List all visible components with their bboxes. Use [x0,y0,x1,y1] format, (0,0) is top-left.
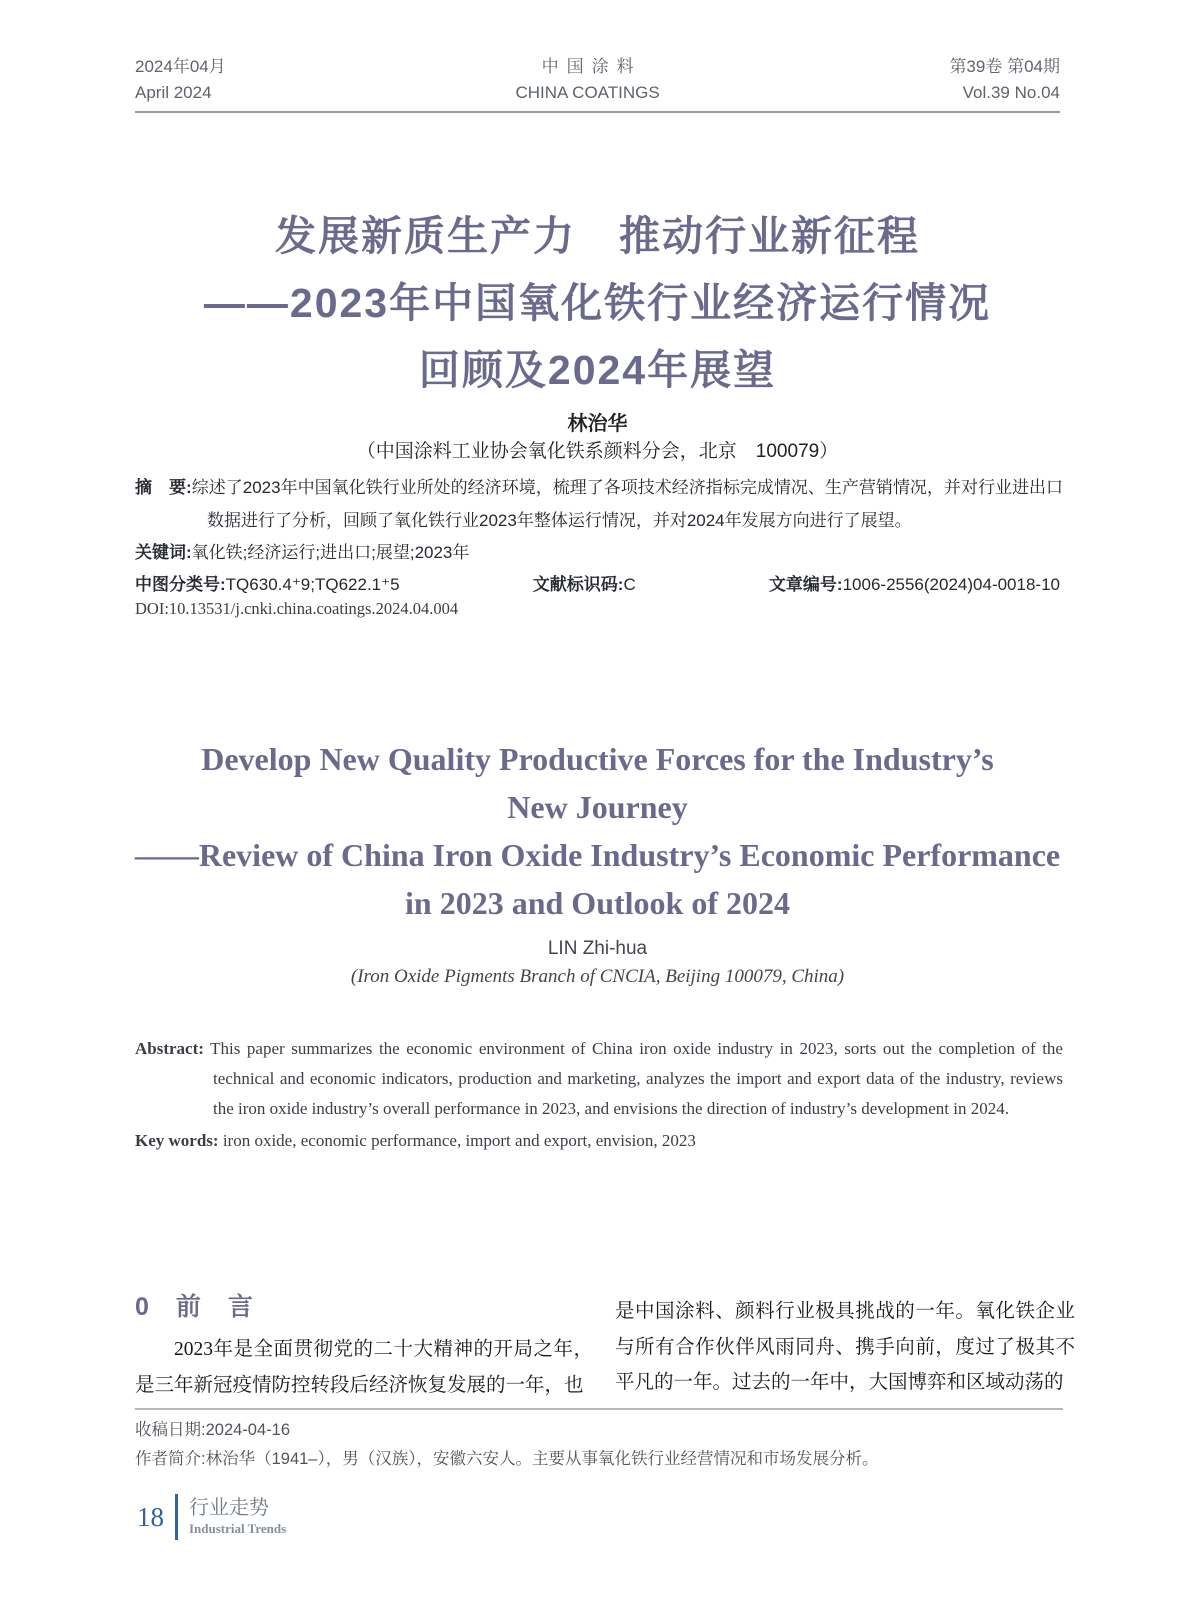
document-code [533,570,636,595]
author-bio-label: 作者简介: [135,1450,206,1468]
article-title-cn-line3: 回顾及2024年展望 [418,347,777,393]
author-affiliation-en: (Iron Oxide Pigments Branch of CNCIA, Beijing 100079, China) [350,966,845,987]
abstract-block-cn [135,472,1063,570]
footer-column-labels [189,1496,286,1538]
article-id [769,570,1060,595]
article-title-cn [110,203,1085,404]
issue-date-cn: 2024年04月 [135,57,226,76]
issue-date-en: April 2024 [135,83,212,102]
footnotes-block [135,1408,1063,1474]
article-id-value: 1006-2556(2024)04-0018-10 [842,575,1060,594]
abstract-label-en: Abstract: [135,1039,204,1058]
keywords-paragraph-cn [135,537,1063,570]
received-date-value: 2024-04-16 [205,1421,290,1439]
footer-divider-bar [175,1494,178,1540]
keywords-text-en: iron oxide, economic performance, import and export, envision, 2023 [222,1131,696,1150]
body-column-left [135,1290,593,1403]
masthead-journal-name [515,54,659,106]
keywords-label-cn: 关键词: [135,543,192,562]
masthead-date [135,54,226,106]
author-name-cn: 林治华 [567,413,628,435]
page-number: 18 [137,1501,164,1532]
footer-column-name-cn: 行业走势 [189,1497,269,1519]
body-paragraph-left: 2023年是全面贯彻党的二十大精神的开局之年，是三年新冠疫情防控转段后经济恢复发展的一年，也 [135,1339,593,1396]
author-affiliation-cn: （中国涂料工业协会氧化铁系颜料分会，北京 100079） [356,441,839,462]
abstract-paragraph-cn [135,472,1063,537]
doi-line: DOI:10.13531/j.cnki.china.coatings.2024.04.004 [135,599,459,618]
abstract-paragraph-en [135,1034,1063,1124]
keywords-text-cn: 氧化铁;经济运行;进出口;展望;2023年 [191,543,470,562]
clc-value: TQ630.4⁺9;TQ622.1⁺5 [225,575,400,594]
clc-number [135,570,400,595]
article-title-en [110,735,1085,927]
article-title-en-line1: Develop New Quality Productive Forces for the Industry’s [201,741,994,777]
page-footer [137,1494,286,1540]
abstract-block-en [135,1034,1063,1156]
received-date-label: 收稿日期: [135,1421,206,1439]
abstract-text-en: This paper summarizes the economic environment of China iron oxide industry in 2023, sorts out the completion of the technical and economic indicators, production and marketing, analyzes the import and export data of the industry, reviews the iron oxide industry’s overall performance in 2023, and envisions the direction of industry’s development in 2024. [210,1039,1063,1118]
journal-name-en: CHINA COATINGS [515,83,660,102]
clc-label: 中图分类号: [135,575,226,594]
article-title-en-line2: New Journey [507,789,688,825]
article-title-en-line3: ——Review of China Iron Oxide Industry’s Economic Performance [134,837,1061,873]
journal-masthead [135,54,1060,113]
article-title-en-line4: in 2023 and Outlook of 2024 [405,885,790,921]
abstract-text-cn: 综述了2023年中国氧化铁行业所处的经济环境，梳理了各项技术经济指标完成情况、生产营销情况，并对行业进出口数据进行了分析，回顾了氧化铁行业2023年整体运行情况，并对2024年发展方向进行了展望。 [191,478,1063,530]
document-code-label: 文献标识码: [532,575,624,594]
volume-issue-en: Vol.39 No.04 [962,83,1060,102]
author-bio-value: 林治华（1941–），男（汉族），安徽六安人。主要从事氧化铁行业经营情况和市场发展分析。 [205,1450,879,1468]
footer-column-name-en: Industrial Trends [189,1521,287,1536]
article-id-label: 文章编号: [768,575,843,594]
volume-issue-cn: 第39卷 第04期 [949,57,1060,76]
article-title-cn-line1: 发展新质生产力 推动行业新征程 [275,213,920,259]
abstract-label-cn: 摘 要: [135,478,192,497]
article-meta-row [135,570,1060,595]
author-bio-line [135,1445,1063,1474]
body-column-right [615,1294,1075,1401]
section-heading-introduction: 0 前 言 [135,1293,254,1321]
document-code-value: C [623,575,636,594]
journal-name-cn: 中国涂料 [541,57,642,76]
author-name-en: LIN Zhi-hua [547,938,648,959]
keywords-label-en: Key words: [135,1131,219,1150]
masthead-volume-issue [949,54,1060,106]
article-title-cn-line2: ——2023年中国氧化铁行业经济运行情况 [203,280,992,326]
received-date-line [135,1416,1063,1445]
keywords-paragraph-en [135,1126,1063,1156]
body-paragraph-right: 是中国涂料、颜料行业极具挑战的一年。氧化铁企业与所有合作伙伴风雨同舟、携手向前，度过了极其不平凡的一年。过去的一年中，大国博弈和区域动荡的 [615,1301,1075,1393]
